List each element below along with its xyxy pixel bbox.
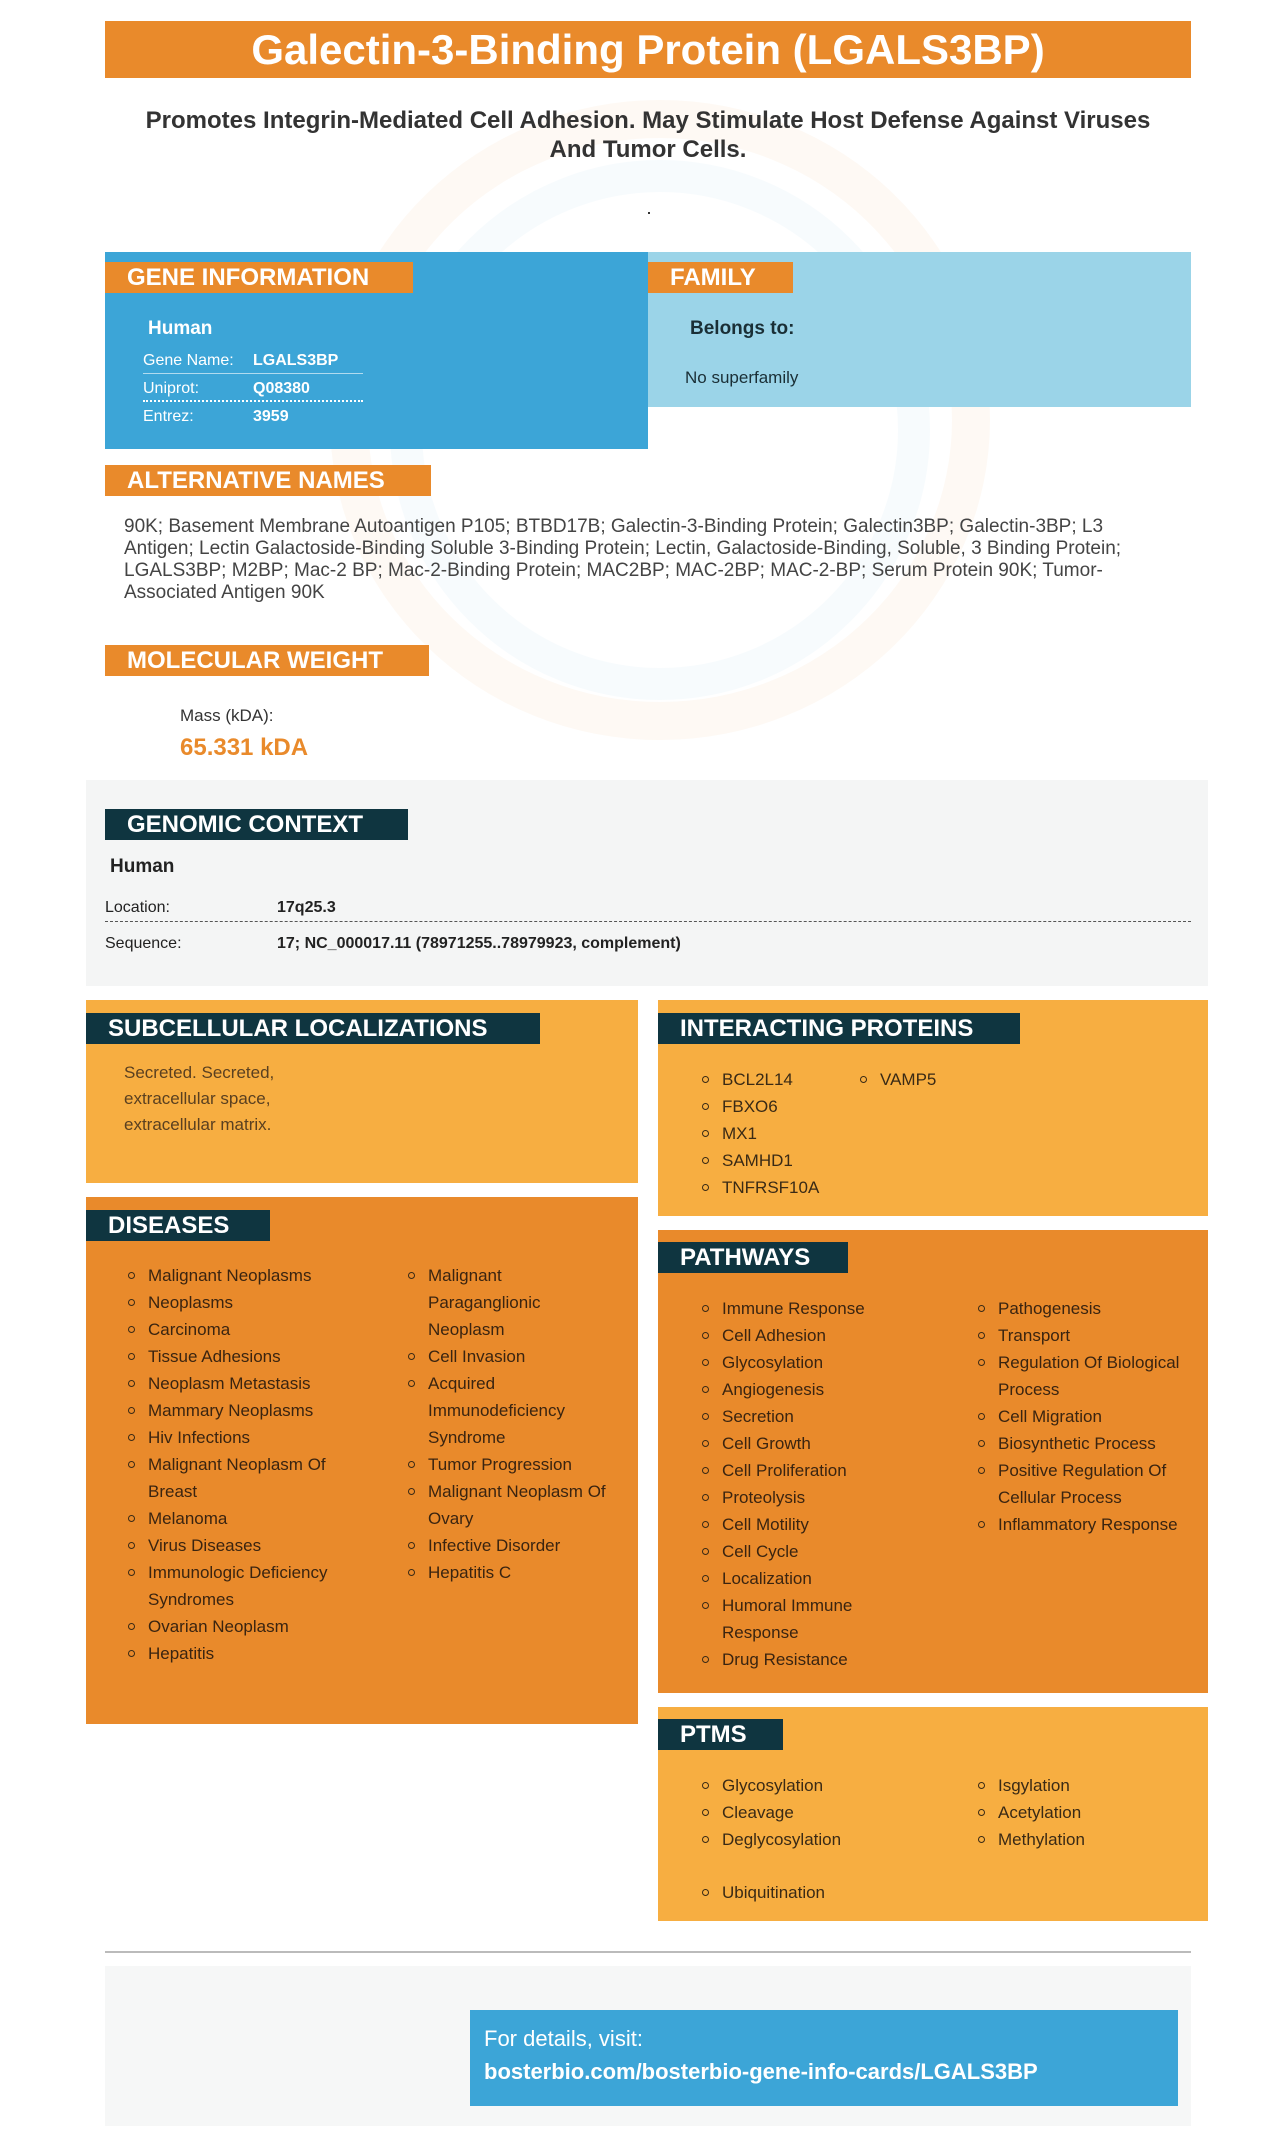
subcellular-heading: SUBCELLULAR LOCALIZATIONS xyxy=(86,1013,540,1044)
disease-item: Tumor Progression xyxy=(406,1451,616,1478)
entrez-value: 3959 xyxy=(253,408,289,425)
genomic-context-panel xyxy=(86,780,1208,986)
ptm-item: Acetylation xyxy=(976,1799,1176,1826)
pathway-item: Cell Proliferation xyxy=(700,1457,930,1484)
ptms-list-extra xyxy=(700,1879,930,1906)
disease-item: Cell Invasion xyxy=(406,1343,616,1370)
pathway-item: Localization xyxy=(700,1565,930,1592)
genomic-species: Human xyxy=(110,856,175,877)
location-value: 17q25.3 xyxy=(277,899,336,916)
pathways-panel xyxy=(658,1230,1208,1693)
family-heading: FAMILY xyxy=(648,262,793,293)
pathway-item: Biosynthetic Process xyxy=(976,1430,1201,1457)
page-title: Galectin-3-Binding Protein (LGALS3BP) xyxy=(105,21,1191,78)
footer-divider xyxy=(105,1951,1191,1953)
entrez-label: Entrez: xyxy=(143,408,194,425)
disease-item: Melanoma xyxy=(126,1505,356,1532)
alternative-names-heading: ALTERNATIVE NAMES xyxy=(105,465,431,496)
pathway-item: Inflammatory Response xyxy=(976,1511,1201,1538)
pathway-item: Drug Resistance xyxy=(700,1646,930,1673)
disease-item: Malignant Neoplasm Of Ovary xyxy=(406,1478,616,1532)
gene-information-heading: GENE INFORMATION xyxy=(105,262,413,293)
disease-item: Hepatitis xyxy=(126,1640,356,1667)
ptms-list-col1 xyxy=(700,1772,930,1853)
uniprot-row xyxy=(143,375,363,402)
subcellular-text: Secreted. Secreted, extracellular space, extracellular matrix. xyxy=(124,1063,275,1134)
protein-item: FBXO6 xyxy=(700,1093,850,1120)
disease-item: Virus Diseases xyxy=(126,1532,356,1559)
gene-name-row xyxy=(143,347,363,374)
pathways-list-col1 xyxy=(700,1295,930,1673)
family-panel xyxy=(648,252,1191,407)
disease-item: Malignant Paraganglionic Neoplasm xyxy=(406,1262,616,1343)
ptm-item: Glycosylation xyxy=(700,1772,930,1799)
interacting-proteins-col2 xyxy=(858,1066,1008,1093)
interacting-proteins-col1 xyxy=(700,1066,850,1201)
pathways-list-col2 xyxy=(976,1295,1201,1538)
disease-item: Mammary Neoplasms xyxy=(126,1397,356,1424)
location-label: Location: xyxy=(105,899,170,916)
disease-item: Infective Disorder xyxy=(406,1532,616,1559)
pathway-item: Cell Growth xyxy=(700,1430,930,1457)
pathway-item: Regulation Of Biological Process xyxy=(976,1349,1201,1403)
protein-item: BCL2L14 xyxy=(700,1066,850,1093)
mass-value: 65.331 kDA xyxy=(180,734,309,761)
gene-name-label: Gene Name: xyxy=(143,352,234,369)
pathway-item: Humoral Immune Response xyxy=(700,1592,930,1646)
page-subtitle: Promotes Integrin-Mediated Cell Adhesion. May Stimulate Host Defense Against Viruses And Tumor Cells. xyxy=(145,107,1151,163)
alternative-names-text: 90K; Basement Membrane Autoantigen P105; BTBD17B; Galectin-3-Binding Protein; Galectin3BP; Galectin-3BP; L3 Antigen; Lectin Galactoside-Binding Soluble 3-Binding Protein; Lectin, Galactoside-Binding, Soluble, 3 Binding Protein; LGALS3BP; M2BP; Mac-2 BP; Mac-2-Binding Protein; MAC2BP; MAC-2BP; MAC-2-BP; Serum Protein 90K; Tumor-Associated Antigen 90K xyxy=(124,516,1122,603)
disease-item: Neoplasm Metastasis xyxy=(126,1370,356,1397)
details-intro: For details, visit: xyxy=(484,2026,643,2051)
disease-item: Malignant Neoplasms xyxy=(126,1262,356,1289)
sequence-label: Sequence: xyxy=(105,935,182,952)
ptms-list-col2 xyxy=(976,1772,1176,1853)
pathway-item: Pathogenesis xyxy=(976,1295,1201,1322)
ptm-item: Deglycosylation xyxy=(700,1826,930,1853)
protein-item: MX1 xyxy=(700,1120,850,1147)
diseases-panel xyxy=(86,1197,638,1724)
disease-item: Ovarian Neoplasm xyxy=(126,1613,356,1640)
pathway-item: Proteolysis xyxy=(700,1484,930,1511)
details-link-box[interactable] xyxy=(470,2010,1178,2106)
entrez-row xyxy=(143,403,363,430)
disease-item: Neoplasms xyxy=(126,1289,356,1316)
gene-species: Human xyxy=(148,318,213,339)
pathway-item: Glycosylation xyxy=(700,1349,930,1376)
disease-item: Tissue Adhesions xyxy=(126,1343,356,1370)
protein-item: VAMP5 xyxy=(858,1066,1008,1093)
sequence-value: 17; NC_000017.11 (78971255..78979923, complement) xyxy=(277,935,681,952)
details-url-link[interactable]: bosterbio.com/bosterbio-gene-info-cards/LGALS3BP xyxy=(484,2059,1038,2084)
diseases-list-col1 xyxy=(126,1262,356,1667)
pathway-item: Angiogenesis xyxy=(700,1376,930,1403)
separator-dot xyxy=(648,212,650,214)
pathway-item: Transport xyxy=(976,1322,1201,1349)
ptms-heading: PTMS xyxy=(658,1719,783,1750)
diseases-list-col2 xyxy=(406,1262,616,1586)
genomic-context-heading: GENOMIC CONTEXT xyxy=(105,809,408,840)
uniprot-label: Uniprot: xyxy=(143,380,200,397)
protein-item: SAMHD1 xyxy=(700,1147,850,1174)
gene-information-panel xyxy=(105,252,648,449)
family-belongs-label: Belongs to: xyxy=(690,318,795,339)
ptm-item: Methylation xyxy=(976,1826,1176,1853)
disease-item: Immunologic Deficiency Syndromes xyxy=(126,1559,356,1613)
pathway-item: Cell Cycle xyxy=(700,1538,930,1565)
subcellular-panel xyxy=(86,1000,638,1183)
ptm-item: Isgylation xyxy=(976,1772,1176,1799)
disease-item: Hepatitis C xyxy=(406,1559,616,1586)
gene-name-value: LGALS3BP xyxy=(253,352,339,369)
ptm-item: Ubiquitination xyxy=(700,1879,930,1906)
pathway-item: Cell Motility xyxy=(700,1511,930,1538)
diseases-heading: DISEASES xyxy=(86,1210,270,1241)
pathway-item: Positive Regulation Of Cellular Process xyxy=(976,1457,1201,1511)
ptm-item: Cleavage xyxy=(700,1799,930,1826)
disease-item: Malignant Neoplasm Of Breast xyxy=(126,1451,356,1505)
disease-item: Carcinoma xyxy=(126,1316,356,1343)
disease-item: Acquired Immunodeficiency Syndrome xyxy=(406,1370,616,1451)
molecular-weight-heading: MOLECULAR WEIGHT xyxy=(105,645,429,676)
location-row xyxy=(105,894,1191,922)
ptms-panel xyxy=(658,1707,1208,1921)
pathway-item: Immune Response xyxy=(700,1295,930,1322)
mass-label: Mass (kDA): xyxy=(180,706,274,725)
sequence-row xyxy=(105,930,1191,958)
pathway-item: Secretion xyxy=(700,1403,930,1430)
pathways-heading: PATHWAYS xyxy=(658,1242,848,1273)
interacting-proteins-panel xyxy=(658,1000,1208,1216)
protein-item: TNFRSF10A xyxy=(700,1174,850,1201)
disease-item: Hiv Infections xyxy=(126,1424,356,1451)
uniprot-value: Q08380 xyxy=(253,380,310,397)
pathway-item: Cell Migration xyxy=(976,1403,1201,1430)
pathway-item: Cell Adhesion xyxy=(700,1322,930,1349)
family-value: No superfamily xyxy=(685,368,799,387)
interacting-proteins-heading: INTERACTING PROTEINS xyxy=(658,1013,1020,1044)
